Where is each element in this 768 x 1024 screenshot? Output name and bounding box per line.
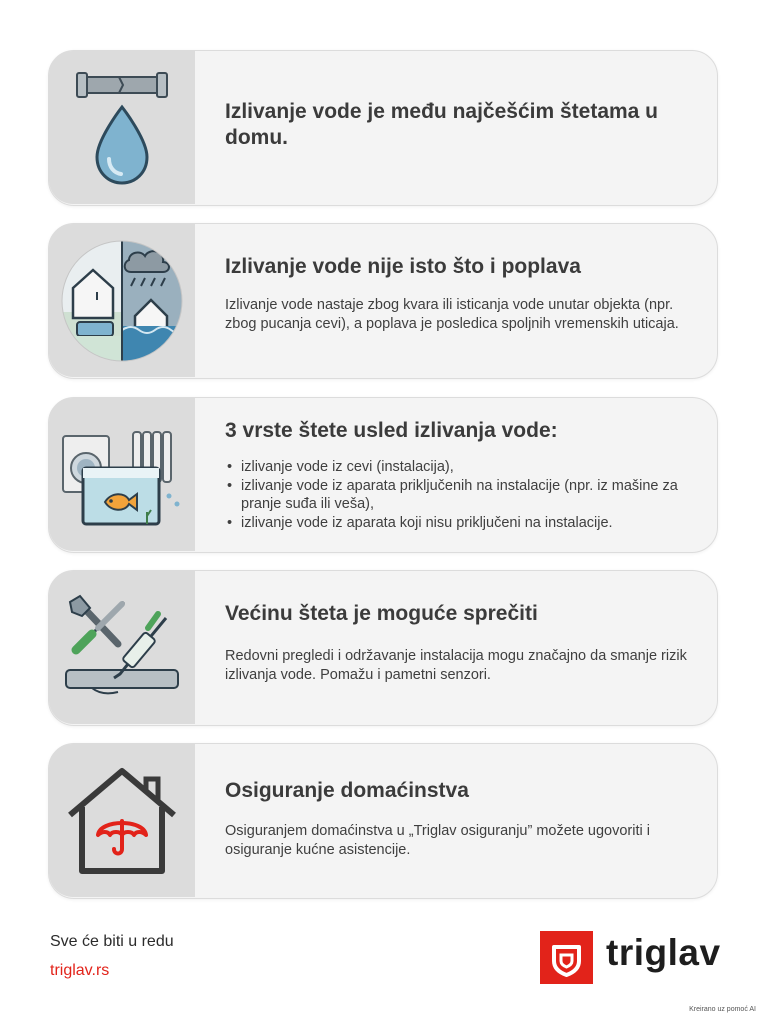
house-flood-icon: [49, 224, 195, 377]
list-item: • izlivanje vode iz aparata priključenih na instalacije (npr. iz mašine za pranje suđa ili veša),: [225, 477, 693, 514]
card-title: Izlivanje vode nije isto što i poplava: [225, 255, 581, 278]
card-title: Izlivanje vode je među najčešćim štetama u domu.: [225, 100, 659, 149]
card-title: 3 vrste štete usled izlivanja vode:: [225, 419, 558, 442]
website-link[interactable]: triglav.rs: [50, 962, 110, 979]
appliances-aquarium-icon: [49, 398, 195, 551]
triglav-logo-text: triglav: [606, 932, 721, 973]
card-title: Većinu šteta je moguće sprečiti: [225, 602, 538, 625]
card-text: Osiguranjem domaćinstva u „Triglav osiguranju” možete ugovoriti i osiguranje kućne asistencije.: [225, 823, 650, 858]
card-text: Redovni pregledi i održavanje instalacija mogu značajno da smanje rizik izlivanja vode. Pomažu i pametni senzori.: [225, 648, 687, 683]
footer-tagline: Sve će biti u redu: [50, 933, 174, 950]
ai-credit: Kreirano uz pomoć AI: [689, 1006, 756, 1013]
list-item: • izlivanje vode iz aparata koji nisu priključeni na instalacije.: [225, 514, 693, 533]
card-text: Izlivanje vode nastaje zbog kvara ili isticanja vode unutar objekta (npr. zbog pucanja cevi), a poplava je posledica spoljnih vremenskih uticaja.: [225, 297, 679, 332]
info-card-2: [48, 223, 718, 379]
list-item: • izlivanje vode iz cevi (instalacija),: [225, 458, 693, 477]
info-card-5: [48, 743, 718, 899]
info-card-1: [48, 50, 718, 206]
water-drop-pipe-icon: [49, 51, 195, 204]
damage-types-list: [225, 458, 693, 532]
house-umbrella-icon: [49, 744, 195, 897]
info-card-4: [48, 570, 718, 726]
card-title: Osiguranje domaćinstva: [225, 779, 469, 802]
info-card-3: [48, 397, 718, 553]
triglav-logo-icon: [540, 931, 593, 984]
tools-repair-icon: [49, 571, 195, 724]
